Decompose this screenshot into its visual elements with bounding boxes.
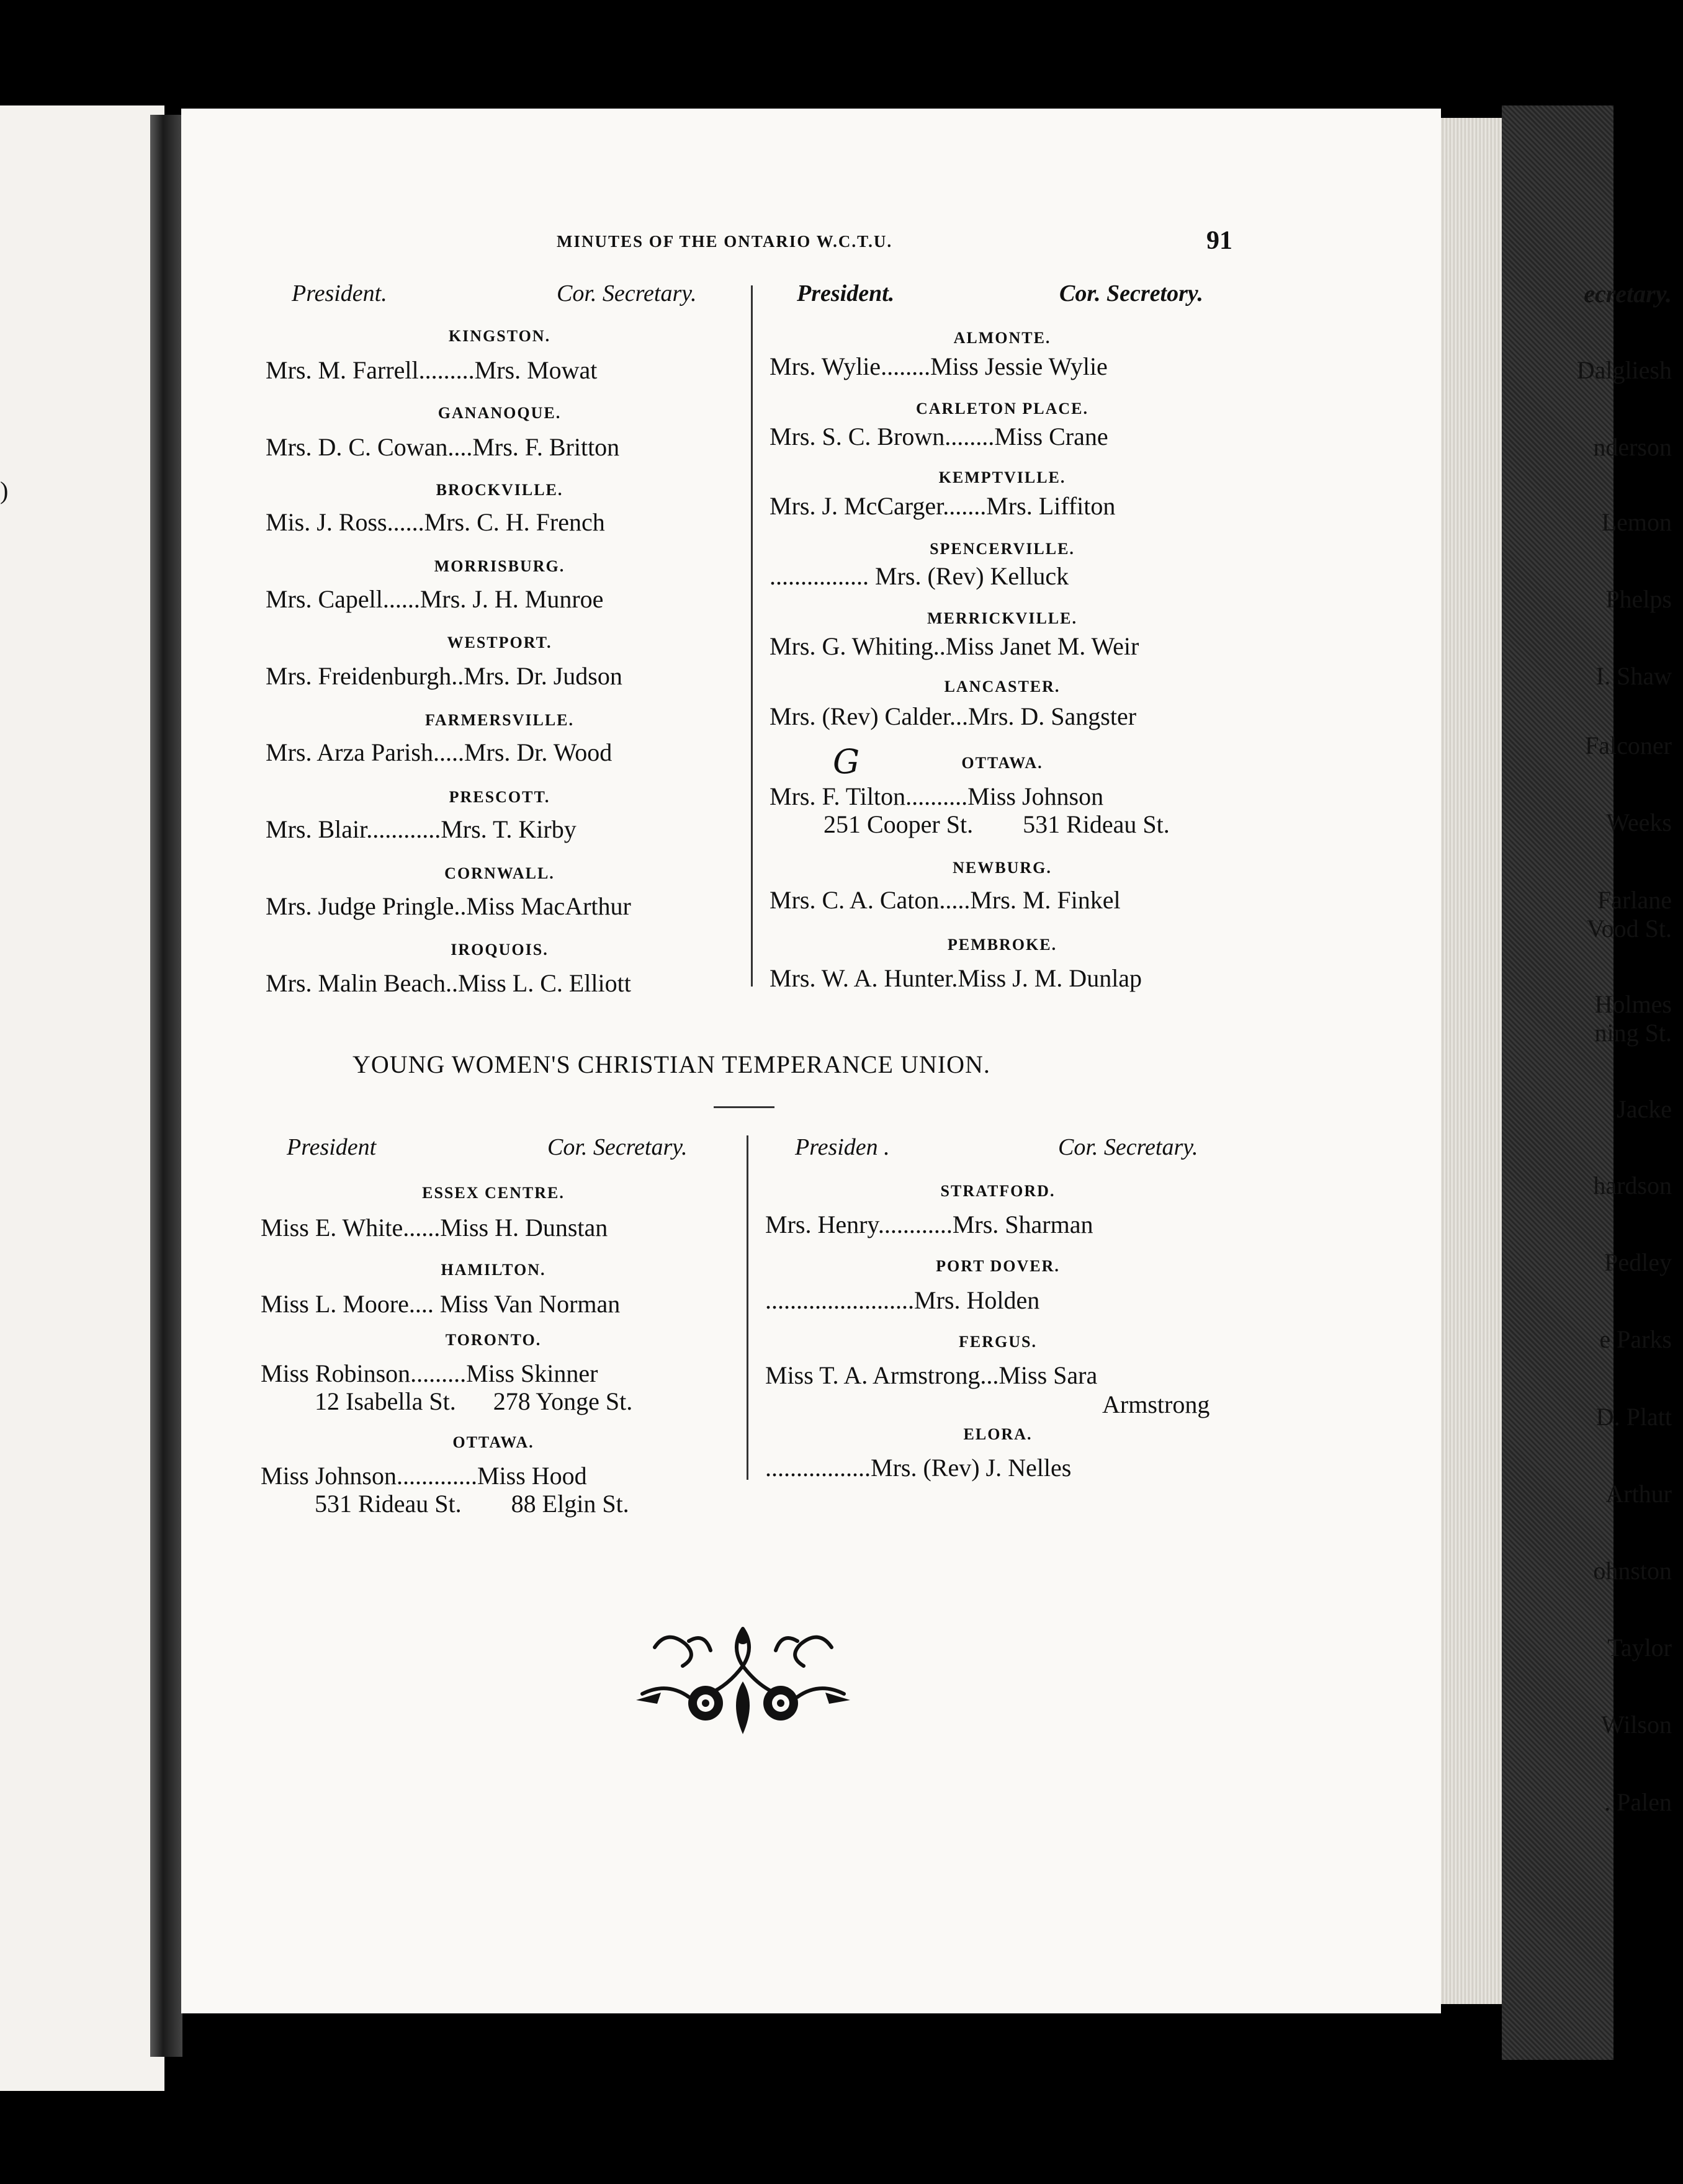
union-entry: .................Mrs. (Rev) J. Nelles	[765, 1454, 1072, 1482]
title-rule	[714, 1106, 774, 1108]
section-title: YOUNG WOMEN'S CHRISTIAN TEMPERANCE UNION.	[352, 1050, 990, 1078]
town-heading: STRATFORD.	[940, 1182, 1056, 1200]
union-address: 12 Isabella St. 278 Yonge St.	[315, 1387, 633, 1415]
secretary-column-header: Cor. Secretary.	[547, 1134, 688, 1160]
town-heading: PEMBROKE.	[947, 936, 1057, 954]
town-heading: GANANOQUE.	[438, 404, 562, 422]
union-address: 251 Cooper St. 531 Rideau St.	[824, 810, 1170, 838]
town-heading: CARLETON PLACE.	[915, 400, 1088, 418]
town-heading: MORRISBURG.	[434, 557, 565, 575]
left-fragment: ohnston	[1593, 1557, 1672, 1585]
union-entry: Mrs. Blair............Mrs. T. Kirby	[266, 815, 577, 843]
left-fragment: hardson	[1593, 1171, 1672, 1199]
union-entry: Mrs. Capell......Mrs. J. H. Munroe	[266, 585, 604, 613]
union-entry: Miss L. Moore.... Miss Van Norman	[261, 1290, 621, 1318]
union-entry: Mrs. F. Tilton..........Miss Johnson	[770, 782, 1104, 810]
town-heading: KINGSTON.	[448, 327, 551, 345]
town-heading: HAMILTON.	[441, 1261, 546, 1279]
union-entry: Mrs. G. Whiting..Miss Janet M. Weir	[770, 632, 1139, 660]
secretary-column-header: Cor. Secretary.	[557, 280, 697, 307]
union-entry: ........................Mrs. Holden	[765, 1286, 1040, 1314]
left-fragment: Weeks	[1606, 808, 1672, 836]
secretary-column-header: Cor. Secretary.	[1058, 1134, 1198, 1160]
left-fragment: e Parks	[1599, 1325, 1672, 1353]
left-fragment: Falconer	[1585, 732, 1672, 759]
union-entry: Mrs. Arza Parish.....Mrs. Dr. Wood	[266, 738, 613, 766]
president-column-header: President.	[797, 280, 895, 307]
town-heading: KEMPTVILLE.	[938, 468, 1066, 486]
union-address: Armstrong	[1102, 1390, 1210, 1418]
union-entry: Mrs. Freidenburgh..Mrs. Dr. Judson	[266, 662, 622, 690]
town-heading: FERGUS.	[959, 1333, 1037, 1351]
union-entry: Mrs. Henry............Mrs. Sharman	[765, 1211, 1093, 1238]
town-heading: ESSEX CENTRE.	[422, 1184, 565, 1202]
handwritten-annotation: G	[833, 742, 860, 781]
left-fragment: Jacke	[1617, 1095, 1672, 1123]
left-fragment: ecretary.	[1584, 280, 1672, 308]
left-fragment: ning St.	[1594, 1019, 1672, 1047]
town-heading: OTTAWA.	[452, 1433, 534, 1451]
left-fragment: Taylor	[1607, 1634, 1672, 1662]
union-entry: Mrs. W. A. Hunter.Miss J. M. Dunlap	[770, 964, 1142, 992]
left-fragment: Lemon	[1601, 508, 1672, 536]
town-heading: SPENCERVILLE.	[930, 540, 1075, 558]
left-fragment: nderson	[1593, 433, 1672, 461]
left-fragment: )	[0, 477, 9, 504]
town-heading: PORT DOVER.	[936, 1257, 1060, 1275]
union-entry: Miss T. A. Armstrong...Miss Sara	[765, 1361, 1098, 1389]
book-gutter	[150, 115, 182, 2057]
town-heading: PRESCOTT.	[449, 788, 550, 806]
left-fragment: Vood St.	[1586, 915, 1672, 942]
left-fragment: I. Shaw	[1595, 662, 1672, 690]
union-address: 531 Rideau St. 88 Elgin St.	[315, 1490, 629, 1518]
town-heading: ELORA.	[963, 1425, 1033, 1443]
union-entry: Mrs. D. C. Cowan....Mrs. F. Britton	[266, 433, 620, 461]
town-heading: OTTAWA.	[961, 754, 1043, 772]
secretary-column-header: Cor. Secretory.	[1059, 280, 1203, 307]
left-fragment: D. Platt	[1595, 1403, 1672, 1431]
president-column-header: President	[287, 1134, 377, 1160]
left-fragment: Holmes	[1594, 990, 1672, 1018]
town-heading: CORNWALL.	[444, 864, 555, 882]
town-heading: BROCKVILLE.	[436, 481, 563, 499]
town-heading: TORONTO.	[445, 1331, 542, 1349]
left-fragment: . Palen	[1604, 1788, 1672, 1816]
left-fragment: Farlane	[1597, 886, 1672, 914]
fleuron-ornament-icon	[630, 1622, 856, 1747]
union-entry: Mrs. C. A. Caton.....Mrs. M. Finkel	[770, 886, 1121, 914]
president-column-header: Presiden .	[795, 1134, 890, 1160]
union-entry: Mis. J. Ross......Mrs. C. H. French	[266, 508, 605, 536]
union-entry: Miss Johnson.............Miss Hood	[261, 1462, 587, 1490]
union-entry: Mrs. J. McCarger.......Mrs. Liffiton	[770, 492, 1116, 520]
town-heading: FARMERSVILLE.	[424, 711, 575, 729]
left-fragment: Wilson	[1601, 1711, 1672, 1739]
town-heading: MERRICKVILLE.	[927, 609, 1077, 627]
book-cover-edge	[1502, 105, 1613, 2060]
union-entry: Mrs. Judge Pringle..Miss MacArthur	[266, 892, 631, 920]
union-entry: Mrs. S. C. Brown........Miss Crane	[770, 423, 1108, 450]
town-heading: WESTPORT.	[447, 633, 552, 651]
left-fragment: Phelps	[1605, 585, 1672, 613]
column-divider	[751, 285, 753, 987]
left-fragment: Pedley	[1604, 1248, 1672, 1276]
left-fragment: Dalgliesh	[1576, 356, 1672, 384]
column-divider	[747, 1135, 748, 1480]
town-heading: IROQUOIS.	[451, 941, 549, 959]
facing-page-fragment	[0, 105, 164, 2091]
town-heading: ALMONTE.	[953, 329, 1051, 347]
union-entry: Miss Robinson.........Miss Skinner	[261, 1359, 598, 1387]
president-column-header: President.	[292, 280, 387, 307]
union-entry: Mrs. M. Farrell.........Mrs. Mowat	[266, 356, 598, 384]
union-entry: Mrs. Wylie........Miss Jessie Wylie	[770, 352, 1108, 380]
union-entry: Mrs. Malin Beach..Miss L. C. Elliott	[266, 969, 631, 997]
union-entry: Miss E. White......Miss H. Dunstan	[261, 1214, 608, 1242]
page-number: 91	[1206, 226, 1232, 255]
running-head: MINUTES OF THE ONTARIO W.C.T.U.	[557, 232, 893, 251]
union-entry: Mrs. (Rev) Calder...Mrs. D. Sangster	[770, 702, 1137, 730]
left-fragment: Arthur	[1605, 1480, 1672, 1508]
town-heading: LANCASTER.	[944, 678, 1061, 696]
union-entry: ................ Mrs. (Rev) Kelluck	[770, 562, 1069, 590]
town-heading: NEWBURG.	[953, 859, 1052, 877]
